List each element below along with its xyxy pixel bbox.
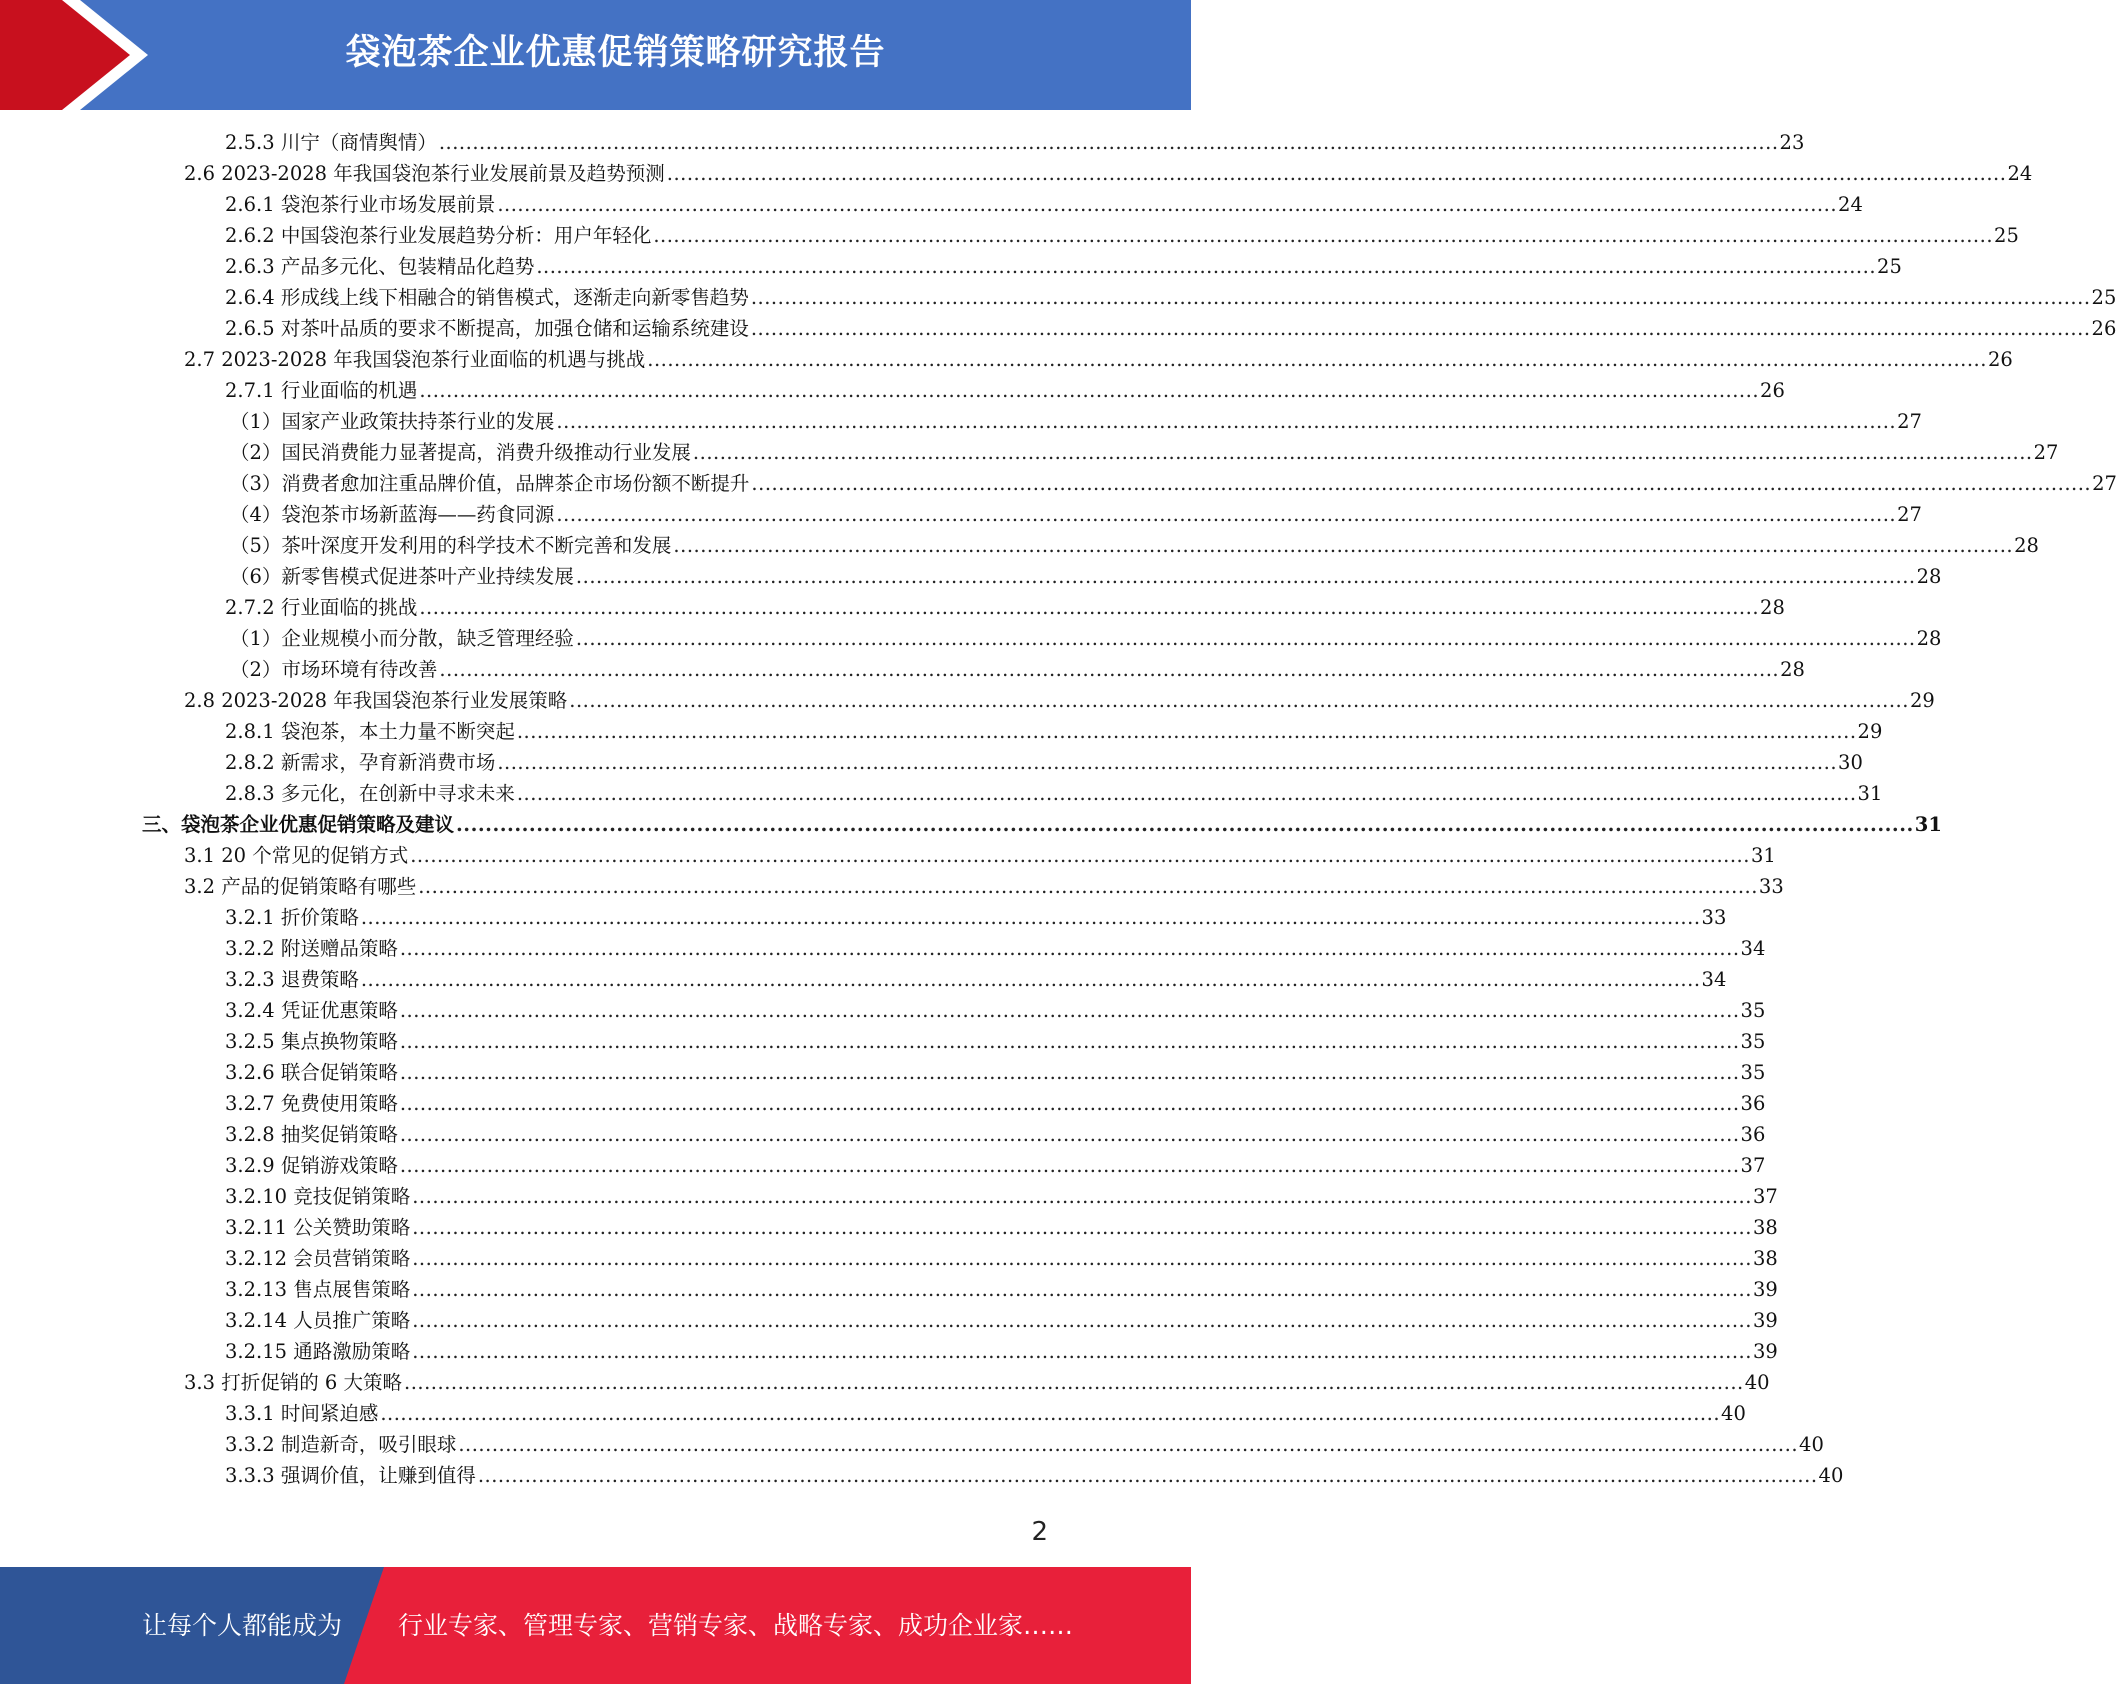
toc-entry[interactable] xyxy=(0,1119,1766,1150)
toc-entry[interactable] xyxy=(0,437,2059,468)
toc-leader-dots: ........................................................................................................................................................................................................ xyxy=(399,1154,1740,1177)
toc-entry-page: 25 xyxy=(1877,255,1902,278)
toc-entry-page: 30 xyxy=(1838,751,1863,774)
toc-entry-title: 3.1 20 个常见的促销方式 xyxy=(184,844,409,867)
toc-entry-title: 3.2 产品的促销策略有哪些 xyxy=(184,875,417,898)
toc-leader-dots: ........................................................................................................................................................................................................ xyxy=(647,348,1987,371)
toc-leader-dots: ........................................................................................................................................................................................................ xyxy=(497,193,1838,216)
toc-entry-page: 39 xyxy=(1752,1340,1778,1363)
toc-leader-dots: ........................................................................................................................................................................................................ xyxy=(399,1092,1740,1115)
toc-leader-dots: ........................................................................................................................................................................................................ xyxy=(575,627,1916,650)
toc-leader-dots: ........................................................................................................................................................................................................ xyxy=(418,875,1758,898)
toc-leader-dots: ........................................................................................................................................................................................................ xyxy=(439,658,1780,681)
toc-entry[interactable] xyxy=(0,964,1727,995)
toc-entry-page: 27 xyxy=(2033,441,2059,464)
toc-entry-title: 3.2.10 竞技促销策略 xyxy=(225,1185,411,1208)
toc-leader-dots: ........................................................................................................................................................................................................ xyxy=(516,720,1857,743)
toc-entry-page: 40 xyxy=(1744,1371,1770,1394)
toc-entry-title: 3.3.1 时间紧迫感 xyxy=(225,1402,379,1425)
toc-entry-title: 3.3.3 强调价值，让赚到值得 xyxy=(225,1464,476,1487)
toc-entry[interactable] xyxy=(0,1026,1766,1057)
toc-entry[interactable] xyxy=(0,158,2033,189)
toc-entry[interactable] xyxy=(0,747,1863,778)
toc-entry[interactable] xyxy=(0,468,2117,499)
toc-entry-title: 2.6.1 袋泡茶行业市场发展前景 xyxy=(225,193,496,216)
toc-leader-dots: ........................................................................................................................................................................................................ xyxy=(419,379,1760,402)
toc-entry[interactable] xyxy=(0,902,1727,933)
toc-entry-title: 2.8.2 新需求，孕育新消费市场 xyxy=(225,751,496,774)
toc-leader-dots: ........................................................................................................................................................................................................ xyxy=(412,1309,1752,1332)
toc-leader-dots: ........................................................................................................................................................................................................ xyxy=(556,410,1897,433)
toc-entry[interactable] xyxy=(0,933,1766,964)
toc-entry[interactable] xyxy=(0,592,1785,623)
toc-entry-title: 3.2.7 免费使用策略 xyxy=(225,1092,398,1115)
toc-entry-page: 33 xyxy=(1701,906,1727,929)
toc-entry-page: 27 xyxy=(1897,503,1922,526)
toc-leader-dots: ........................................................................................................................................................................................................ xyxy=(569,689,1909,712)
toc-entry-page: 31 xyxy=(1914,813,1942,836)
toc-leader-dots: ........................................................................................................................................................................................................ xyxy=(410,844,1750,867)
toc-entry-title: （6）新零售模式促进茶叶产业持续发展 xyxy=(230,565,574,588)
toc-entry-title: （5）茶叶深度开发利用的科学技术不断完善和发展 xyxy=(230,534,672,557)
toc-entry-title: （2）市场环境有待改善 xyxy=(230,658,438,681)
toc-entry[interactable] xyxy=(0,375,1785,406)
toc-leader-dots: ........................................................................................................................................................................................................ xyxy=(653,224,1994,247)
toc-leader-dots: ........................................................................................................................................................................................................ xyxy=(666,162,2007,185)
toc-entry-title: 3.2.12 会员营销策略 xyxy=(225,1247,411,1270)
toc-entry[interactable] xyxy=(0,685,1935,716)
toc-entry-title: 2.6.2 中国袋泡茶行业发展趋势分析：用户年轻化 xyxy=(225,224,652,247)
toc-entry[interactable] xyxy=(0,282,2117,313)
toc-entry-page: 36 xyxy=(1740,1092,1766,1115)
toc-leader-dots: ........................................................................................................................................................................................................ xyxy=(419,596,1760,619)
toc-leader-dots: ........................................................................................................................................................................................................ xyxy=(750,317,2091,340)
toc-leader-dots: ........................................................................................................................................................................................................ xyxy=(399,999,1740,1022)
toc-entry-page: 26 xyxy=(1987,348,2013,371)
toc-leader-dots: ........................................................................................................................................................................................................ xyxy=(750,286,2091,309)
toc-entry-title: （1）国家产业政策扶持茶行业的发展 xyxy=(230,410,555,433)
toc-entry-page: 26 xyxy=(2091,317,2117,340)
toc-entry-page: 25 xyxy=(1994,224,2019,247)
toc-entry[interactable] xyxy=(0,654,1805,685)
page-footer xyxy=(0,1567,1191,1684)
toc-entry-title: 2.6.3 产品多元化、包装精品化趋势 xyxy=(225,255,535,278)
toc-entry[interactable] xyxy=(0,530,2039,561)
toc-leader-dots: ........................................................................................................................................................................................................ xyxy=(412,1247,1752,1270)
toc-entry[interactable] xyxy=(0,1336,1778,1367)
toc-leader-dots: ........................................................................................................................................................................................................ xyxy=(399,1123,1740,1146)
toc-entry[interactable] xyxy=(0,189,1863,220)
toc-leader-dots: ........................................................................................................................................................................................................ xyxy=(673,534,2014,557)
toc-leader-dots: ........................................................................................................................................................................................................ xyxy=(412,1278,1752,1301)
toc-entry-page: 25 xyxy=(2091,286,2117,309)
toc-leader-dots: ........................................................................................................................................................................................................ xyxy=(456,813,1914,836)
toc-entry-title: 3.3.2 制造新奇，吸引眼球 xyxy=(225,1433,457,1456)
toc-leader-dots: ........................................................................................................................................................................................................ xyxy=(412,1185,1752,1208)
toc-entry[interactable] xyxy=(0,1305,1778,1336)
toc-leader-dots: ........................................................................................................................................................................................................ xyxy=(751,472,2092,495)
toc-entry[interactable] xyxy=(0,344,2013,375)
toc-leader-dots: ........................................................................................................................................................................................................ xyxy=(497,751,1838,774)
toc-entry-title: （1）企业规模小而分散，缺乏管理经验 xyxy=(230,627,574,650)
toc-entry-title: 三、袋泡茶企业优惠促销策略及建议 xyxy=(142,813,455,836)
toc-entry-page: 27 xyxy=(1897,410,1922,433)
toc-entry-page: 28 xyxy=(2014,534,2039,557)
toc-entry[interactable] xyxy=(0,1460,1844,1491)
toc-entry-page: 35 xyxy=(1740,999,1766,1022)
toc-entry-page: 33 xyxy=(1758,875,1784,898)
toc-entry-page: 23 xyxy=(1779,131,1805,154)
toc-entry-page: 31 xyxy=(1857,782,1883,805)
toc-leader-dots: ........................................................................................................................................................................................................ xyxy=(399,1061,1740,1084)
toc-entry[interactable] xyxy=(0,499,1922,530)
toc-entry-title: （2）国民消费能力显著提高，消费升级推动行业发展 xyxy=(230,441,691,464)
toc-entry[interactable] xyxy=(0,406,1922,437)
toc-entry[interactable] xyxy=(0,1088,1766,1119)
toc-entry-title: 2.6.5 对茶叶品质的要求不断提高，加强仓储和运输系统建设 xyxy=(225,317,749,340)
toc-entry-title: 3.2.8 抽奖促销策略 xyxy=(225,1123,398,1146)
toc-entry[interactable] xyxy=(0,716,1883,747)
toc-entry[interactable] xyxy=(0,313,2117,344)
toc-entry-title: 3.2.2 附送赠品策略 xyxy=(225,937,398,960)
toc-entry-page: 28 xyxy=(1916,565,1942,588)
toc-entry-title: 3.2.14 人员推广策略 xyxy=(225,1309,411,1332)
toc-entry[interactable] xyxy=(0,871,1784,902)
toc-entry-title: 3.2.15 通路激励策略 xyxy=(225,1340,411,1363)
toc-entry-page: 40 xyxy=(1721,1402,1746,1425)
toc-entry[interactable] xyxy=(0,251,1902,282)
toc-leader-dots: ........................................................................................................................................................................................................ xyxy=(477,1464,1818,1487)
toc-leader-dots: ........................................................................................................................................................................................................ xyxy=(556,503,1897,526)
toc-entry[interactable] xyxy=(0,840,1776,871)
toc-entry-page: 24 xyxy=(1838,193,1863,216)
toc-entry-title: 2.6.4 形成线上线下相融合的销售模式，逐渐走向新零售趋势 xyxy=(225,286,749,309)
toc-entry-page: 29 xyxy=(1909,689,1935,712)
toc-entry[interactable] xyxy=(0,1274,1778,1305)
page-header xyxy=(0,0,1191,110)
toc-chapter-entry[interactable] xyxy=(0,809,1942,840)
toc-entry-page: 29 xyxy=(1857,720,1883,743)
toc-entry-page: 34 xyxy=(1740,937,1766,960)
toc-entry-title: 3.2.9 促销游戏策略 xyxy=(225,1154,398,1177)
footer-slogan-right: 行业专家、管理专家、营销专家、战略专家、成功企业家…… xyxy=(398,1611,1074,1640)
toc-entry[interactable] xyxy=(0,1398,1746,1429)
toc-entry-page: 39 xyxy=(1752,1278,1778,1301)
toc-leader-dots: ........................................................................................................................................................................................................ xyxy=(404,1371,1744,1394)
toc-entry-title: 2.8.1 袋泡茶，本土力量不断突起 xyxy=(225,720,515,743)
toc-entry-page: 27 xyxy=(2092,472,2117,495)
toc-entry-title: （3）消费者愈加注重品牌价值，品牌茶企市场份额不断提升 xyxy=(230,472,750,495)
toc-entry[interactable] xyxy=(0,1150,1766,1181)
toc-entry-title: 2.5.3 川宁（商情舆情） xyxy=(225,131,437,154)
toc-leader-dots: ........................................................................................................................................................................................................ xyxy=(516,782,1857,805)
toc-leader-dots: ........................................................................................................................................................................................................ xyxy=(360,906,1701,929)
toc-leader-dots: ........................................................................................................................................................................................................ xyxy=(575,565,1916,588)
toc-entry[interactable] xyxy=(0,623,1942,654)
toc-entry[interactable] xyxy=(0,1057,1766,1088)
toc-entry-page: 39 xyxy=(1752,1309,1778,1332)
toc-entry-title: （4）袋泡茶市场新蓝海——药食同源 xyxy=(230,503,555,526)
toc-entry-title: 3.2.5 集点换物策略 xyxy=(225,1030,398,1053)
toc-entry-page: 35 xyxy=(1740,1030,1766,1053)
page-number: 2 xyxy=(1031,1517,1048,1547)
toc-entry-page: 26 xyxy=(1760,379,1785,402)
toc-entry-title: 2.7.2 行业面临的挑战 xyxy=(225,596,418,619)
toc-entry[interactable] xyxy=(0,1212,1778,1243)
toc-entry-title: 3.2.11 公关赞助策略 xyxy=(225,1216,411,1239)
toc-entry-page: 35 xyxy=(1740,1061,1766,1084)
toc-entry-title: 2.7 2023-2028 年我国袋泡茶行业面临的机遇与挑战 xyxy=(184,348,646,371)
report-title: 袋泡茶企业优惠促销策略研究报告 xyxy=(345,33,886,73)
toc-entry[interactable] xyxy=(0,1243,1778,1274)
toc-entry-page: 36 xyxy=(1740,1123,1766,1146)
toc-entry-page: 31 xyxy=(1750,844,1776,867)
toc-entry-page: 40 xyxy=(1818,1464,1844,1487)
toc-entry[interactable] xyxy=(0,778,1883,809)
toc-entry-title: 2.8.3 多元化，在创新中寻求未来 xyxy=(225,782,515,805)
toc-leader-dots: ........................................................................................................................................................................................................ xyxy=(438,131,1779,154)
toc-entry-title: 3.2.6 联合促销策略 xyxy=(225,1061,398,1084)
toc-leader-dots: ........................................................................................................................................................................................................ xyxy=(399,1030,1740,1053)
toc-entry-title: 3.2.1 折价策略 xyxy=(225,906,359,929)
toc-entry-title: 3.2.3 退费策略 xyxy=(225,968,359,991)
toc-entry-title: 2.8 2023-2028 年我国袋泡茶行业发展策略 xyxy=(184,689,568,712)
toc-entry-page: 40 xyxy=(1799,1433,1824,1456)
toc-leader-dots: ........................................................................................................................................................................................................ xyxy=(380,1402,1721,1425)
toc-leader-dots: ........................................................................................................................................................................................................ xyxy=(399,937,1740,960)
toc-entry-page: 37 xyxy=(1740,1154,1766,1177)
toc-entry[interactable] xyxy=(0,220,2019,251)
toc-leader-dots: ........................................................................................................................................................................................................ xyxy=(536,255,1877,278)
toc-leader-dots: ........................................................................................................................................................................................................ xyxy=(412,1216,1752,1239)
toc-entry-page: 34 xyxy=(1701,968,1727,991)
toc-entry-title: 3.3 打折促销的 6 大策略 xyxy=(184,1371,403,1394)
toc-entry-title: 2.6 2023-2028 年我国袋泡茶行业发展前景及趋势预测 xyxy=(184,162,665,185)
toc-entry-page: 28 xyxy=(1780,658,1805,681)
toc-entry-page: 28 xyxy=(1760,596,1785,619)
toc-leader-dots: ........................................................................................................................................................................................................ xyxy=(458,1433,1799,1456)
toc-entry[interactable] xyxy=(0,1181,1778,1212)
toc-entry-page: 24 xyxy=(2007,162,2033,185)
toc-entry-title: 2.7.1 行业面临的机遇 xyxy=(225,379,418,402)
toc-entry[interactable] xyxy=(0,127,1805,158)
toc-entry-page: 38 xyxy=(1752,1216,1778,1239)
toc-entry-page: 38 xyxy=(1752,1247,1778,1270)
toc-leader-dots: ........................................................................................................................................................................................................ xyxy=(692,441,2033,464)
toc-entry-page: 37 xyxy=(1752,1185,1778,1208)
toc-entry-page: 28 xyxy=(1916,627,1942,650)
toc-entry-title: 3.2.13 售点展售策略 xyxy=(225,1278,411,1301)
toc-entry-title: 3.2.4 凭证优惠策略 xyxy=(225,999,398,1022)
toc-entry[interactable] xyxy=(0,561,1942,592)
footer-slogan-left: 让每个人都能成为 xyxy=(142,1611,343,1640)
toc-entry[interactable] xyxy=(0,995,1766,1026)
toc-leader-dots: ........................................................................................................................................................................................................ xyxy=(412,1340,1752,1363)
toc-leader-dots: ........................................................................................................................................................................................................ xyxy=(360,968,1701,991)
toc-entry[interactable] xyxy=(0,1429,1824,1460)
toc-entry[interactable] xyxy=(0,1367,1770,1398)
